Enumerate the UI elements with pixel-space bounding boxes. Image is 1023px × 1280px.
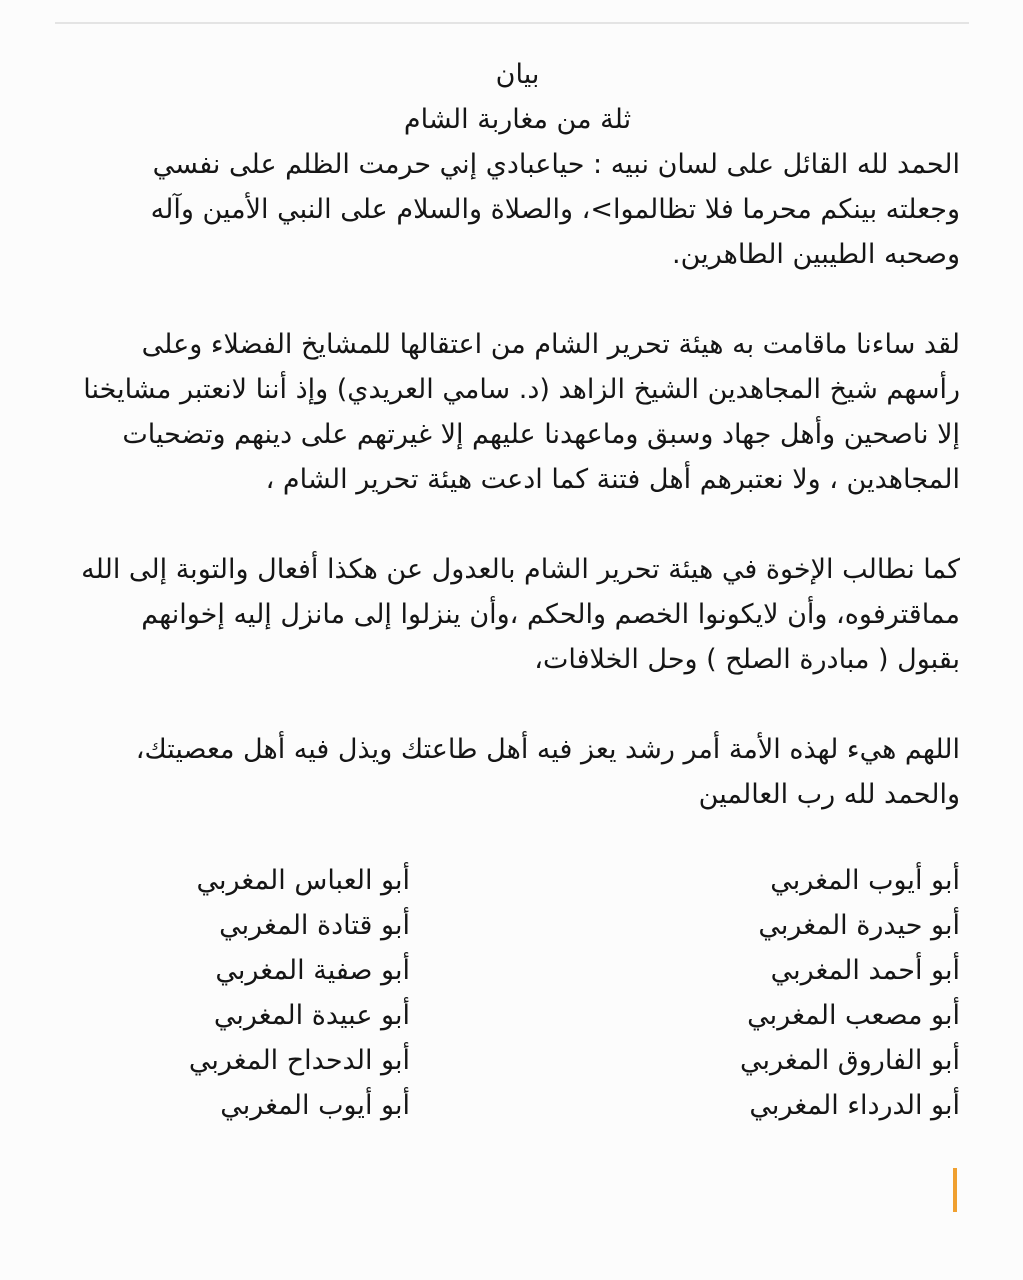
signatory: أبو قتادة المغربي: [219, 910, 410, 941]
paragraph-prayer: اللهم هيء لهذه الأمة أمر رشد يعز فيه أهل طاعتك ويذل فيه أهل معصيتك، والحمد لله رب العالمين: [135, 734, 960, 810]
signatory: أبو عبيدة المغربي: [213, 1000, 410, 1031]
signatory: أبو العباس المغربي: [196, 865, 410, 896]
signatory: أبو أيوب المغربي: [770, 865, 960, 896]
paragraph-statement: لقد ساءنا ماقامت به هيئة تحرير الشام من اعتقالها للمشايخ الفضلاء وعلى رأسهم شيخ المجاهدين الشيخ الزاهد (د. سامي العريدي) وإذ أننا لانعتبر مشايخنا إلا ناصحين وأهل جهاد وسبق وماعهدنا عليهم إلا غيرتهم على دينهم وتضحيات المجاهدين ، ولا نعتبرهم أهل فتنة كما ادعت هيئة تحرير الشام ،: [83, 329, 960, 495]
signatories-column-right: [410, 858, 960, 1128]
signatory: أبو أيوب المغربي: [220, 1090, 410, 1121]
signatory: أبو الفاروق المغربي: [739, 1045, 960, 1076]
top-divider: [55, 22, 969, 24]
document-heading: بيان: [495, 59, 540, 90]
signatory: أبو أحمد المغربي: [770, 955, 960, 986]
signatories-column-left: [75, 858, 410, 1128]
signatory: أبو الدحداح المغربي: [188, 1045, 410, 1076]
signatory: أبو حيدرة المغربي: [758, 910, 960, 941]
text-cursor: [953, 1168, 957, 1212]
signatory: أبو الدرداء المغربي: [749, 1090, 960, 1121]
document-subheading: ثلة من مغاربة الشام: [403, 104, 632, 135]
signatory: أبو صفية المغربي: [215, 955, 410, 986]
paragraph-demand: كما نطالب الإخوة في هيئة تحرير الشام بالعدول عن هكذا أفعال والتوبة إلى الله مماقترفوه، وأن لايكونوا الخصم والحكم ،وأن ينزلوا إلى مانزل إليه إخوانهم بقبول ( مبادرة الصلح ) وحل الخلافات،: [81, 554, 960, 675]
signatories-table: [75, 858, 960, 1128]
document-body[interactable]: [75, 52, 960, 1128]
paragraph-opening: الحمد لله القائل على لسان نبيه : حياعبادي إني حرمت الظلم على نفسي وجعلته بينكم محرما فلا تظالموا>، والصلاة والسلام على النبي الأمين وآله وصحبه الطيبين الطاهرين.: [150, 149, 960, 270]
signatory: أبو مصعب المغربي: [747, 1000, 960, 1031]
